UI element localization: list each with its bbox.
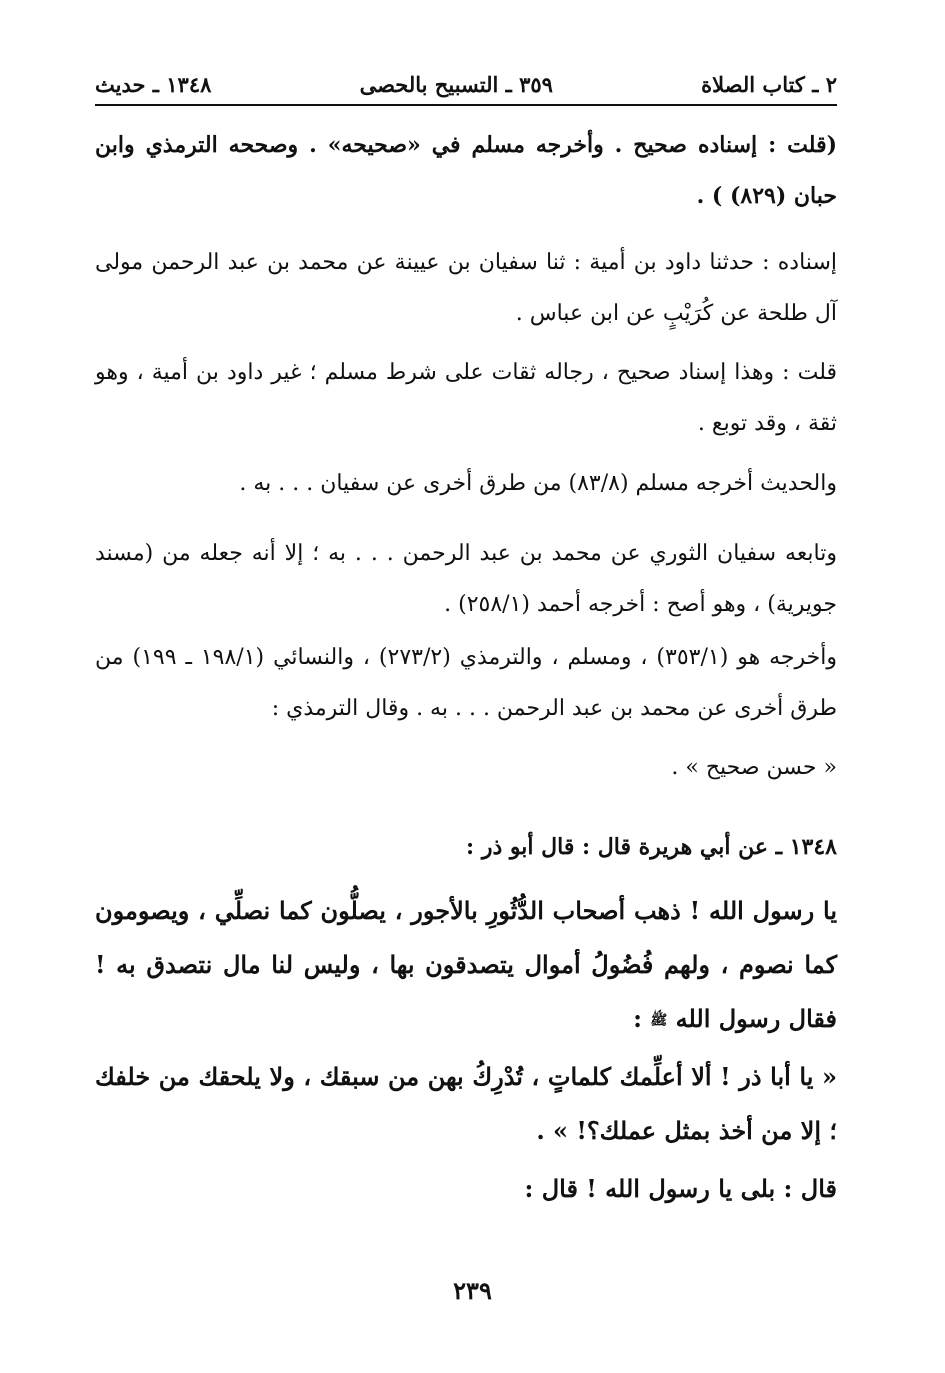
hadith-text <box>95 884 837 1048</box>
paragraph-4: والحديث أخرجه مسلم (٨٣/٨) من طرق أخرى عن سفيان . . . به . <box>239 471 837 496</box>
running-header <box>95 66 837 102</box>
paragraph-5: وتابعه سفيان الثوري عن محمد بن عبد الرحمن . . . به ؛ إلا أنه جعله من (مسند جويرية) ، وهو أصح : أخرجه أحمد (٢٥٨/١) . <box>95 541 837 617</box>
salla-icon: ﷺ <box>650 1012 668 1029</box>
hadith-text-end: : <box>633 1004 642 1033</box>
header-hadith: ١٣٤٨ ـ حديث <box>95 71 212 97</box>
hadith-text-body: يا رسول الله ! ذهب أصحاب الدُّثُورِ بالأجور ، يصلُّون كما نصلِّي ، ويصومون كما نصوم ، ولهم فُضُولُ أموال يتصدقون بها ، وليس لنا مال نتصدق به ! فقال رسول الله <box>95 896 837 1033</box>
paragraph-6: وأخرجه هو (٣٥٣/١) ، ومسلم ، والترمذي (٢٧٣/٢) ، والنسائي (١٩٨/١ ـ ١٩٩) من طرق أخرى عن محمد بن عبد الرحمن . . . به . وقال الترمذي : <box>95 645 838 721</box>
header-section: ٣٥٩ ـ التسبيح بالحصى <box>359 71 553 97</box>
paragraph-7: « حسن صحيح » . <box>671 755 837 780</box>
paragraph-2: إسناده : حدثنا داود بن أمية : ثنا سفيان بن عيينة عن محمد بن عبد الرحمن مولى آل طلحة عن كُرَيْبٍ عن ابن عباس . <box>95 250 837 326</box>
header-rule <box>95 104 837 106</box>
hadith-reply: قال : بلى يا رسول الله ! قال : <box>524 1174 837 1203</box>
paragraph-1: (قلت : إسناده صحيح . وأخرجه مسلم في «صحيحه» . وصححه الترمذي وابن حبان (٨٢٩) ) . <box>95 132 837 209</box>
page-number: ٢٣٩ <box>453 1276 492 1305</box>
header-chapter: ٢ ـ كتاب الصلاة <box>701 71 837 97</box>
hadith-quote: « يا أبا ذر ! ألا أعلِّمك كلماتٍ ، تُدْرِكُ بهن من سبقك ، ولا يلحقك من خلفك ؛ إلا من أخذ بمثل عملك؟! » . <box>95 1062 837 1145</box>
hadith-heading: ١٣٤٨ ـ عن أبي هريرة قال : قال أبو ذر : <box>466 834 837 860</box>
paragraph-3: قلت : وهذا إسناد صحيح ، رجاله ثقات على شرط مسلم ؛ غير داود بن أمية ، وهو ثقة ، وقد توبع . <box>95 360 837 436</box>
